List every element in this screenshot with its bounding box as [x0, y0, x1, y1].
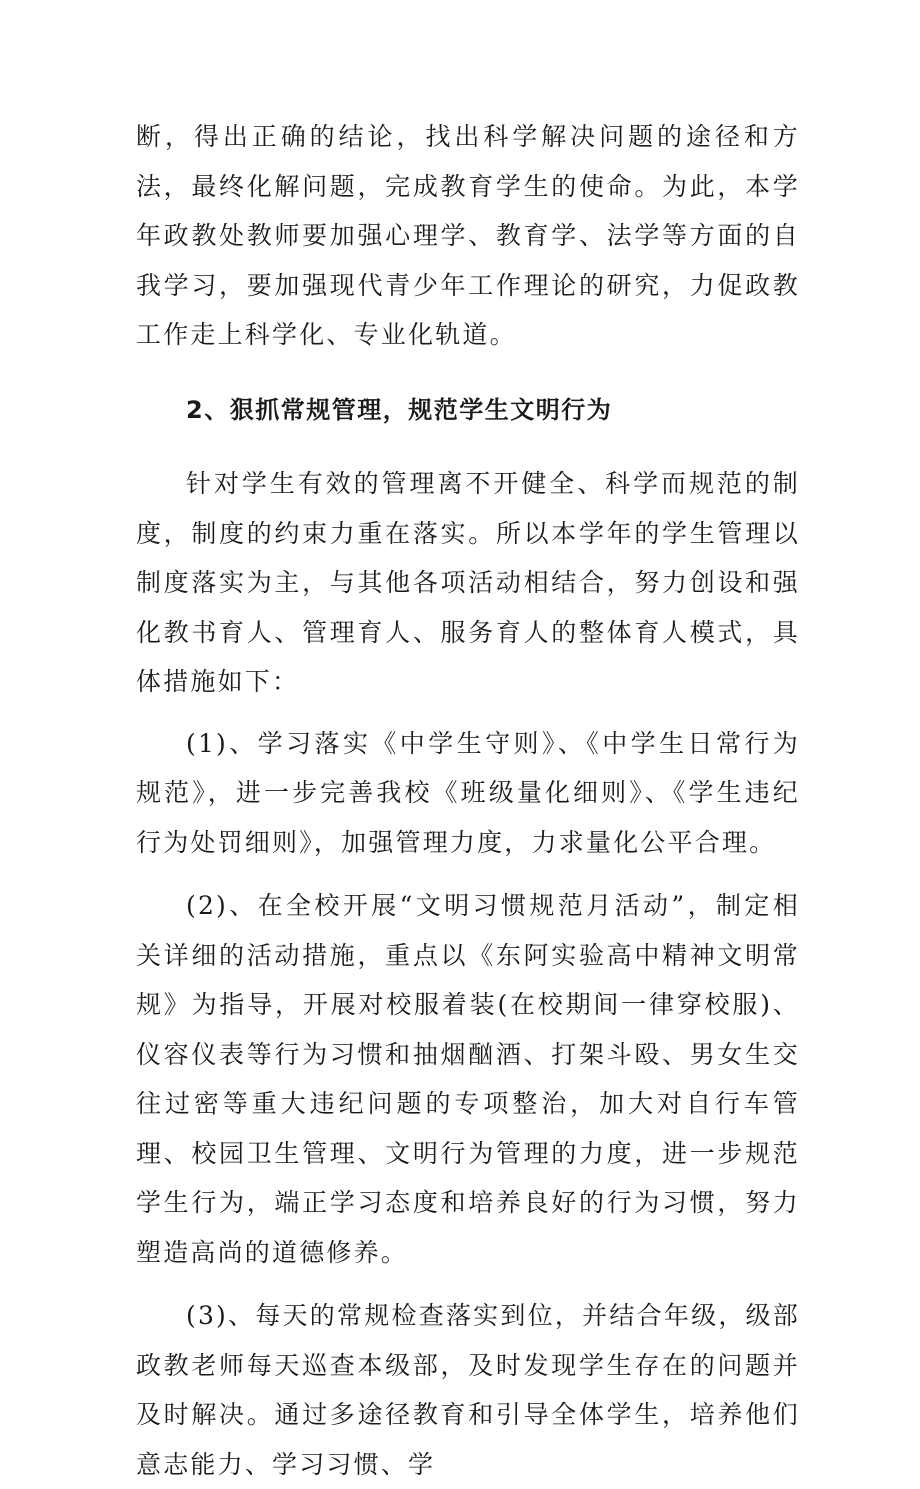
spacer [136, 707, 800, 719]
continued-paragraph: 断，得出正确的结论，找出科学解决问题的途径和方法，最终化解问题，完成教育学生的使命。为此，本学年政教处教师要加强心理学、教育学、法学等方面的自我学习，要加强现代青少年工作理论的研究，力促政教工作走上科学化、专业化轨道。 [136, 122, 800, 349]
spacer [136, 1277, 800, 1291]
document-page [136, 112, 800, 1489]
measure-item-3: (3)、每天的常规检查落实到位，并结合年级，级部政教老师每天巡查本级部，及时发现学生存在的问题并及时解决。通过多途径教育和引导全体学生，培养他们意志能力、学习习惯、学 [136, 1301, 800, 1479]
section-heading: 2、狠抓常规管理，规范学生文明行为 [186, 395, 613, 424]
intro-paragraph: 针对学生有效的管理离不开健全、科学而规范的制度，制度的约束力重在落实。所以本学年的学生管理以制度落实为主，与其他各项活动相结合，努力创设和强化教书育人、管理育人、服务育人的整体育人模式，具体措施如下： [136, 469, 800, 696]
spacer [136, 867, 800, 881]
measure-item-1: (1)、学习落实《中学生守则》、《中学生日常行为规范》，进一步完善我校《班级量化细则》、《学生违纪行为处罚细则》，加强管理力度，力求量化公平合理。 [136, 728, 800, 857]
measure-item-2: (2)、在全校开展“文明习惯规范月活动”，制定相关详细的活动措施，重点以《东阿实验高中精神文明常规》为指导，开展对校服着装(在校期间一律穿校服)、仪容仪表等行为习惯和抽烟酗酒、打架斗殴、男女生交往过密等重大违纪问题的专项整治，加大对自行车管理、校园卫生管理、文明行为管理的力度，进一步规范学生行为，端正学习态度和培养良好的行为习惯，努力塑造高尚的道德修养。 [136, 891, 800, 1267]
spacer [136, 360, 800, 386]
spacer [136, 435, 800, 459]
